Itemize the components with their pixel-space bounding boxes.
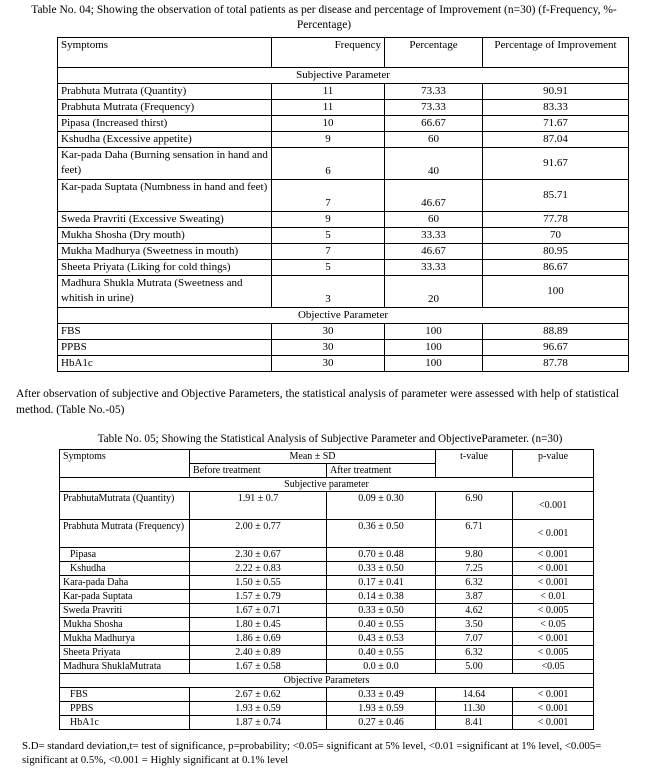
- t-value-cell: 5.00: [436, 660, 513, 674]
- improvement-cell: 85.71: [483, 180, 629, 212]
- table-row: [60, 688, 594, 702]
- improvement-cell: 87.78: [483, 356, 629, 372]
- improvement-cell: 87.04: [483, 132, 629, 148]
- improvement-cell: 86.67: [483, 260, 629, 276]
- t-value-cell: 3.50: [436, 618, 513, 632]
- p-value-cell: < 0.001: [513, 632, 594, 646]
- symptom-cell: Madhura Shukla Mutrata (Sweetness and whitish in urine): [58, 276, 272, 308]
- before-cell: 2.40 ± 0.89: [190, 646, 327, 660]
- symptom-cell: PPBS: [60, 702, 190, 716]
- frequency-cell: 6: [272, 148, 385, 180]
- table-row: [58, 148, 629, 180]
- symptom-cell: Pipasa: [60, 548, 190, 562]
- p-value-cell: < 0.001: [513, 562, 594, 576]
- symptom-cell: Kshudha (Excessive appetite): [58, 132, 272, 148]
- t-value-cell: 6.32: [436, 646, 513, 660]
- table-row: [58, 276, 629, 308]
- symptom-cell: Sweda Pravriti: [60, 604, 190, 618]
- table5: [59, 449, 594, 730]
- p-value-cell: <0.05: [513, 660, 594, 674]
- after-cell: 0.33 ± 0.50: [327, 604, 436, 618]
- header-symptoms: Symptoms: [60, 450, 190, 478]
- symptom-cell: Mukha Madhurya: [60, 632, 190, 646]
- table-row: [58, 84, 629, 100]
- table-row: [60, 548, 594, 562]
- p-value-cell: < 0.005: [513, 646, 594, 660]
- symptom-cell: Prabhuta Mutrata (Frequency): [58, 100, 272, 116]
- header-symptoms: Symptoms: [58, 38, 272, 68]
- t-value-cell: 4.62: [436, 604, 513, 618]
- p-value-cell: < 0.001: [513, 702, 594, 716]
- table-row: [60, 520, 594, 548]
- frequency-cell: 30: [272, 340, 385, 356]
- table-row: [58, 228, 629, 244]
- table-row: [60, 562, 594, 576]
- after-cell: 0.40 ± 0.55: [327, 618, 436, 632]
- after-cell: 0.14 ± 0.38: [327, 590, 436, 604]
- p-value-cell: < 0.05: [513, 618, 594, 632]
- improvement-cell: 83.33: [483, 100, 629, 116]
- table4: [57, 37, 629, 372]
- table-row: [60, 492, 594, 520]
- frequency-cell: 30: [272, 356, 385, 372]
- table-row: [60, 702, 594, 716]
- table4-header-row: [58, 38, 629, 68]
- frequency-cell: 7: [272, 180, 385, 212]
- t-value-cell: 6.71: [436, 520, 513, 548]
- frequency-cell: 11: [272, 84, 385, 100]
- table-row: [60, 576, 594, 590]
- before-cell: 1.93 ± 0.59: [190, 702, 327, 716]
- symptom-cell: Kara-pada Daha: [60, 576, 190, 590]
- before-cell: 1.57 ± 0.79: [190, 590, 327, 604]
- symptom-cell: FBS: [58, 324, 272, 340]
- t-value-cell: 9.80: [436, 548, 513, 562]
- percentage-cell: 33.33: [385, 228, 483, 244]
- frequency-cell: 9: [272, 212, 385, 228]
- frequency-cell: 7: [272, 244, 385, 260]
- frequency-cell: 5: [272, 260, 385, 276]
- before-cell: 1.86 ± 0.69: [190, 632, 327, 646]
- symptom-cell: FBS: [60, 688, 190, 702]
- t-value-cell: 11.30: [436, 702, 513, 716]
- header-percentage: Percentage: [385, 38, 483, 68]
- before-cell: 1.80 ± 0.45: [190, 618, 327, 632]
- symptom-cell: Kar-pada Suptata (Numbness in hand and feet): [58, 180, 272, 212]
- percentage-cell: 40: [385, 148, 483, 180]
- frequency-cell: 30: [272, 324, 385, 340]
- table-row: [58, 244, 629, 260]
- symptom-cell: HbA1c: [58, 356, 272, 372]
- after-cell: 0.33 ± 0.49: [327, 688, 436, 702]
- t-value-cell: 3.87: [436, 590, 513, 604]
- symptom-cell: Mukha Shosha: [60, 618, 190, 632]
- p-value-cell: < 0.001: [513, 520, 594, 548]
- before-cell: 1.67 ± 0.71: [190, 604, 327, 618]
- symptom-cell: PrabhutaMutrata (Quantity): [60, 492, 190, 520]
- symptom-cell: Kshudha: [60, 562, 190, 576]
- improvement-cell: 77.78: [483, 212, 629, 228]
- after-cell: 0.36 ± 0.50: [327, 520, 436, 548]
- symptom-cell: Sheeta Priyata (Liking for cold things): [58, 260, 272, 276]
- table-row: [58, 260, 629, 276]
- before-cell: 1.50 ± 0.55: [190, 576, 327, 590]
- subjective-section-label: Subjective parameter: [60, 478, 594, 492]
- percentage-cell: 46.67: [385, 180, 483, 212]
- after-cell: 0.17 ± 0.41: [327, 576, 436, 590]
- table-row: [58, 340, 629, 356]
- after-cell: 0.27 ± 0.46: [327, 716, 436, 730]
- header-mean-sd: Mean ± SD: [190, 450, 436, 464]
- after-cell: 1.93 ± 0.59: [327, 702, 436, 716]
- improvement-cell: 91.67: [483, 148, 629, 180]
- percentage-cell: 100: [385, 340, 483, 356]
- body-paragraph: After observation of subjective and Objective Parameters, the statistical analysis of parameter were assessed with help of statistical method. (Table No.-05): [16, 388, 619, 416]
- header-improvement: Percentage of Improvement: [483, 38, 629, 68]
- symptom-cell: PPBS: [58, 340, 272, 356]
- before-cell: 2.22 ± 0.83: [190, 562, 327, 576]
- improvement-cell: 71.67: [483, 116, 629, 132]
- table-row: [58, 132, 629, 148]
- percentage-cell: 46.67: [385, 244, 483, 260]
- improvement-cell: 80.95: [483, 244, 629, 260]
- symptom-cell: Kar-pada Daha (Burning sensation in hand and feet): [58, 148, 272, 180]
- before-cell: 2.00 ± 0.77: [190, 520, 327, 548]
- table-row: [60, 660, 594, 674]
- percentage-cell: 66.67: [385, 116, 483, 132]
- objective-section-label: Objective Parameters: [60, 674, 594, 688]
- t-value-cell: 6.90: [436, 492, 513, 520]
- before-cell: 2.30 ± 0.67: [190, 548, 327, 562]
- p-value-cell: < 0.005: [513, 604, 594, 618]
- percentage-cell: 100: [385, 324, 483, 340]
- percentage-cell: 73.33: [385, 100, 483, 116]
- table-row: [60, 604, 594, 618]
- table-row: [60, 646, 594, 660]
- table-row: [58, 100, 629, 116]
- percentage-cell: 100: [385, 356, 483, 372]
- p-value-cell: < 0.001: [513, 716, 594, 730]
- improvement-cell: 90.91: [483, 84, 629, 100]
- frequency-cell: 11: [272, 100, 385, 116]
- table-row: [60, 716, 594, 730]
- objective-section-label: Objective Parameter: [58, 308, 629, 324]
- after-cell: 0.70 ± 0.48: [327, 548, 436, 562]
- footnote: S.D= standard deviation,t= test of significance, p=probability; <0.05= significant at 5% level, <0.01 =significant at 1% level, <0.005= significant at 0.5%, <0.001 = Highly significant at 0.1% level: [22, 740, 602, 766]
- p-value-cell: <0.001: [513, 492, 594, 520]
- after-cell: 0.33 ± 0.50: [327, 562, 436, 576]
- percentage-cell: 73.33: [385, 84, 483, 100]
- after-cell: 0.0 ± 0.0: [327, 660, 436, 674]
- percentage-cell: 20: [385, 276, 483, 308]
- before-cell: 1.91 ± 0.7: [190, 492, 327, 520]
- percentage-cell: 33.33: [385, 260, 483, 276]
- percentage-cell: 60: [385, 212, 483, 228]
- symptom-cell: Kar-pada Suptata: [60, 590, 190, 604]
- table-row: [60, 618, 594, 632]
- header-before: Before treatment: [190, 464, 327, 478]
- subjective-section-label: Subjective Parameter: [58, 68, 629, 84]
- symptom-cell: Prabhuta Mutrata (Quantity): [58, 84, 272, 100]
- header-after: After treatment: [327, 464, 436, 478]
- t-value-cell: 14.64: [436, 688, 513, 702]
- header-t-value: t-value: [436, 450, 513, 478]
- table-row: [60, 590, 594, 604]
- table5-caption: Table No. 05; Showing the Statistical Analysis of Subjective Parameter and ObjectiveParameter. (n=30): [97, 433, 563, 445]
- after-cell: 0.43 ± 0.53: [327, 632, 436, 646]
- p-value-cell: < 0.001: [513, 688, 594, 702]
- symptom-cell: Prabhuta Mutrata (Frequency): [60, 520, 190, 548]
- table-row: [58, 180, 629, 212]
- table-row: [58, 116, 629, 132]
- after-cell: 0.09 ± 0.30: [327, 492, 436, 520]
- symptom-cell: Pipasa (Increased thirst): [58, 116, 272, 132]
- improvement-cell: 70: [483, 228, 629, 244]
- table4-caption: Table No. 04; Showing the observation of total patients as per disease and percentage of Improvement (n=30) (f-Frequency, %-Percentage): [31, 4, 617, 31]
- symptom-cell: Sweda Pravriti (Excessive Sweating): [58, 212, 272, 228]
- t-value-cell: 6.32: [436, 576, 513, 590]
- before-cell: 1.67 ± 0.58: [190, 660, 327, 674]
- header-p-value: p-value: [513, 450, 594, 478]
- symptom-cell: HbA1c: [60, 716, 190, 730]
- p-value-cell: < 0.001: [513, 576, 594, 590]
- t-value-cell: 8.41: [436, 716, 513, 730]
- percentage-cell: 60: [385, 132, 483, 148]
- after-cell: 0.40 ± 0.55: [327, 646, 436, 660]
- table-row: [58, 324, 629, 340]
- table-row: [58, 212, 629, 228]
- symptom-cell: Mukha Madhurya (Sweetness in mouth): [58, 244, 272, 260]
- symptom-cell: Madhura ShuklaMutrata: [60, 660, 190, 674]
- frequency-cell: 5: [272, 228, 385, 244]
- header-frequency: Frequency: [272, 38, 385, 68]
- before-cell: 2.67 ± 0.62: [190, 688, 327, 702]
- symptom-cell: Mukha Shosha (Dry mouth): [58, 228, 272, 244]
- p-value-cell: < 0.001: [513, 548, 594, 562]
- before-cell: 1.87 ± 0.74: [190, 716, 327, 730]
- p-value-cell: < 0.01: [513, 590, 594, 604]
- frequency-cell: 3: [272, 276, 385, 308]
- improvement-cell: 100: [483, 276, 629, 308]
- improvement-cell: 96.67: [483, 340, 629, 356]
- t-value-cell: 7.25: [436, 562, 513, 576]
- frequency-cell: 10: [272, 116, 385, 132]
- symptom-cell: Sheeta Priyata: [60, 646, 190, 660]
- table-row: [60, 632, 594, 646]
- frequency-cell: 9: [272, 132, 385, 148]
- table-row: [58, 356, 629, 372]
- improvement-cell: 88.89: [483, 324, 629, 340]
- t-value-cell: 7.07: [436, 632, 513, 646]
